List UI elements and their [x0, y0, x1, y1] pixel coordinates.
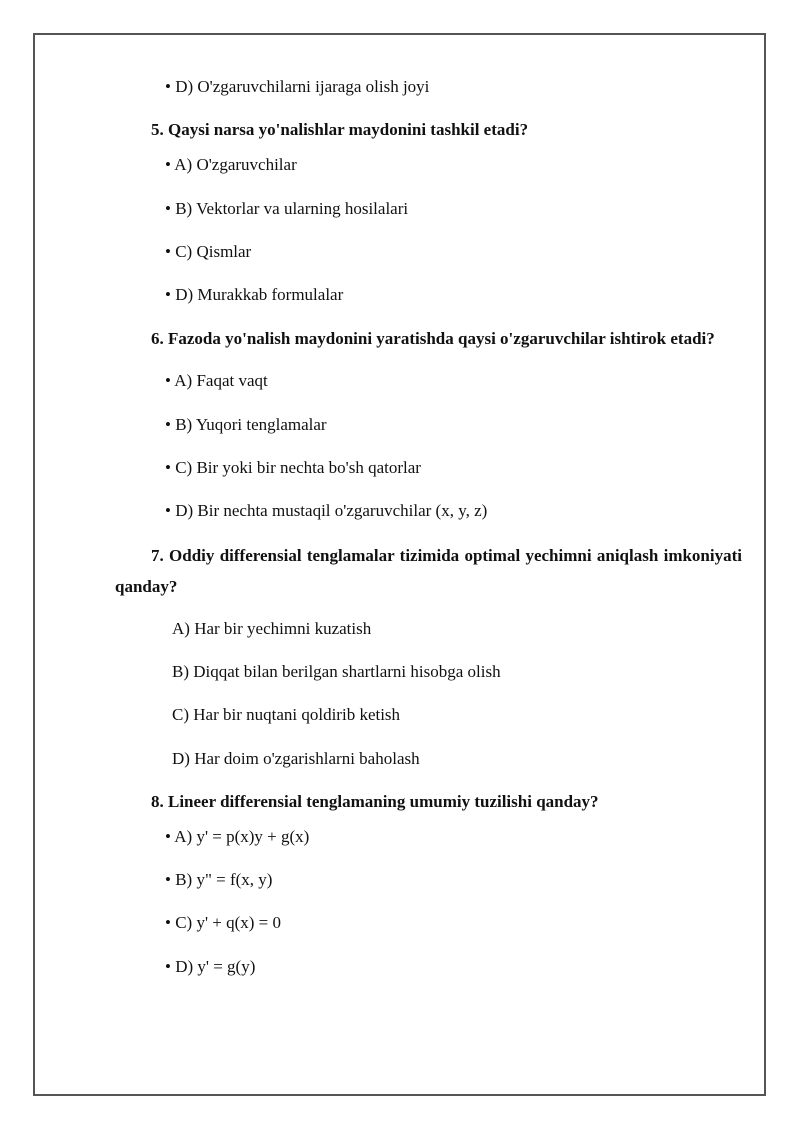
q6-option-a: • A) Faqat vaqt: [165, 371, 268, 391]
question-8-title: 8. Lineer differensial tenglamaning umumiy tuzilishi qanday?: [151, 791, 599, 811]
q6-option-d: • D) Bir nechta mustaqil o'zgaruvchilar (x, y, z): [165, 501, 488, 521]
question-7-title: 7. Oddiy differensial tenglamalar tizimida optimal yechimni aniqlash imkoniyati qanday?: [115, 545, 742, 596]
q6-option-b: • B) Yuqori tenglamalar: [165, 414, 327, 434]
q7-option-c: C) Har bir nuqtani qoldirib ketish: [172, 705, 401, 725]
q8-option-b: • B) y" = f(x, y): [165, 870, 273, 890]
q8-option-c: • C) y' + q(x) = 0: [165, 913, 282, 933]
q5-option-d: • D) Murakkab formulalar: [165, 285, 344, 305]
q8-option-a: • A) y' = p(x)y + g(x): [165, 826, 310, 846]
q7-option-b: B) Diqqat bilan berilgan shartlarni hisobga olish: [172, 661, 501, 681]
q7-option-a: A) Har bir yechimni kuzatish: [172, 618, 372, 638]
q8-option-d: • D) y' = g(y): [165, 956, 256, 976]
q5-option-c: • C) Qismlar: [165, 241, 252, 261]
q4-option-d: • D) O'zgaruvchilarni ijaraga olish joyi: [165, 77, 430, 96]
question-5-title: 5. Qaysi narsa yo'nalishlar maydonini tashkil etadi?: [151, 120, 529, 140]
q5-option-a: • A) O'zgaruvchilar: [165, 155, 297, 175]
document-body: [115, 70, 742, 993]
q7-option-d: D) Har doim o'zgarishlarni baholash: [172, 748, 420, 768]
q6-option-c: • C) Bir yoki bir nechta bo'sh qatorlar: [165, 458, 421, 478]
question-6-title: 6. Fazoda yo'nalish maydonini yaratishda qaysi o'zgaruvchilar ishtirok etadi?: [151, 329, 715, 349]
q5-option-b: • B) Vektorlar va ularning hosilalari: [165, 198, 409, 218]
